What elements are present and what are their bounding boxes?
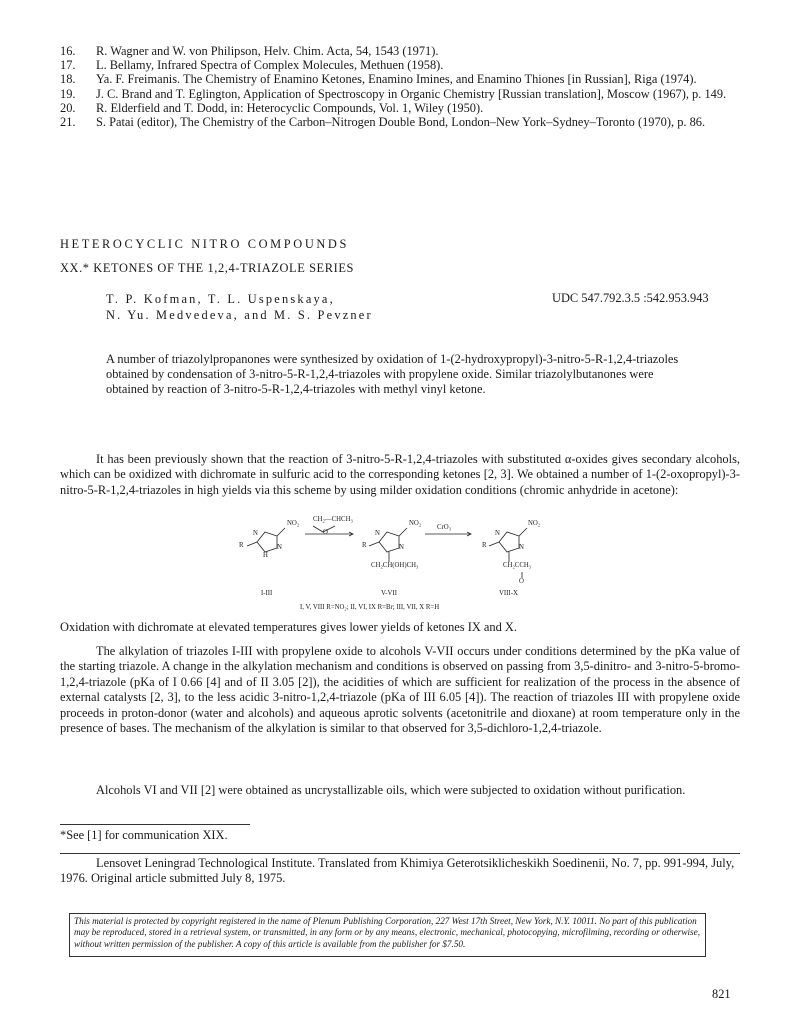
n-label: N [495, 530, 500, 537]
n-label: N [253, 530, 258, 537]
compound-label: VIII-X [499, 590, 518, 597]
r-label: R [239, 542, 244, 549]
body-paragraph: Oxidation with dichromate at elevated temperatures gives lower yields of ketones IX and X. [60, 620, 517, 634]
epoxide-o-label: O [323, 529, 328, 536]
authors-line: T. P. Kofman, T. L. Uspenskaya, [106, 292, 335, 306]
r-label: R [362, 542, 367, 549]
footnote-divider [60, 824, 250, 825]
article-title: XX.* KETONES OF THE 1,2,4-TRIAZOLE SERIES [60, 261, 354, 275]
nitro-label: NO₂ [287, 520, 300, 527]
ketone-o-label: O [519, 578, 524, 585]
footnote: *See [1] for communication XIX. [60, 828, 228, 842]
body-paragraph: Alcohols VI and VII [2] were obtained as uncrystallizable oils, which were subjected to oxidation without purification. [96, 783, 686, 797]
reaction-scheme [225, 512, 565, 612]
compound-label: V-VII [381, 590, 397, 597]
copyright-notice: This material is protected by copyright registered in the name of Plenum Publishing Corporation, 227 West 17th Street, New York, N.Y. 10011. No part of this publication may be reproduced, stored in a retrieval system, or transmitted, in any form or by any means, electronic, mechanical, photocopying, microfilming, recording or otherwise, without written permission of the publisher. A copy of this article is available from the publisher for $7.50. [69, 913, 706, 957]
abstract: A number of triazolylpropanones were synthesized by oxidation of 1-(2-hydroxypropyl)-3-nitro-5-R-1,2,4-triazoles obtained by condensation of 3-nitro-5-R-1,2,4-triazoles with propylene oxide. Similar triazolylbutanones were obtained by reaction of 3-nitro-5-R-1,2,4-triazoles with methyl vinyl ketone. [106, 352, 679, 397]
n-label: N [375, 530, 380, 537]
reference-item: 20. R. Elderfield and T. Dodd, in: Heterocyclic Compounds, Vol. 1, Wiley (1950). [60, 100, 484, 115]
udc-code: UDC 547.792.3.5 :542.953.943 [552, 291, 709, 305]
triazole-ring [379, 532, 399, 552]
ketone-side-chain: CH₂CCH₃ [503, 562, 532, 569]
nitro-label: NO₂ [409, 520, 422, 527]
authors-line: N. Yu. Medvedeva, and M. S. Pevzner [106, 308, 373, 322]
n-label: N [519, 544, 524, 551]
reference-item: 18. Ya. F. Freimanis. The Chemistry of Enamino Ketones, Enamino Imines, and Enamino Thiones [in Russian], Riga (1974). [60, 72, 697, 87]
page-number: 821 [712, 987, 731, 1001]
reference-list [60, 44, 740, 129]
author-list [106, 291, 373, 323]
h-label: H [263, 552, 268, 559]
nitro-label: NO₂ [528, 520, 541, 527]
reference-item: 21. S. Patai (editor), The Chemistry of the Carbon–Nitrogen Double Bond, London–New York–Sydney–Toronto (1970), p. 86. [60, 115, 706, 130]
compound-label: I-III [261, 590, 273, 597]
triazole-ring [257, 532, 277, 552]
n-label: N [399, 544, 404, 551]
triazole-ring [499, 532, 519, 552]
alcohol-side-chain: CH₂CH(OH)CH₃ [371, 562, 419, 569]
body-paragraph: The alkylation of triazoles I-III with propylene oxide to alcohols V-VII occurs under conditions determined by the pKa value of the starting triazole. A change in the alkylation mechanism and conditions is observed on passing from 3,5-dinitro- and 3-nitro-5-bromo-1,2,4-triazole (pKa of I 0.66 [4] and of II 3.05 [2]), the acidities of which are sufficient for realization of the process in the absence of external catalysts [2, 3], to the less acidic 3-nitro-1,2,4-triazole (pKa of III 6.05 [4]). The reaction of triazoles III with propylene oxide proceeds in proton-donor (water and alcohols) and aqueous aprotic solvents (acetonitrile and dioxane) at room temperature only in the presence of bases. The mechanism of the alkylation is similar to that observed for 3,5-dichloro-1,2,4-triazole. [60, 644, 740, 736]
r-label: R [482, 542, 487, 549]
series-title: HETEROCYCLIC NITRO COMPOUNDS [60, 237, 349, 251]
oxidant-label: CrO₃ [437, 524, 452, 531]
scheme-legend: I, V, VIII R=NO₂; II, VI, IX R=Br; III, VII, X R=H [300, 604, 440, 611]
affiliation-note: Lensovet Leningrad Technological Institute. Translated from Khimiya Geterotsiklicheskikh Soedinenii, No. 7, pp. 991-994, July, 1976. Original article submitted July 8, 1975. [60, 856, 735, 886]
n-label: N [277, 544, 282, 551]
reference-item: 16. R. Wagner and W. von Philipson, Helv. Chim. Acta, 54, 1543 (1971). [60, 44, 439, 58]
reference-item: 17. L. Bellamy, Infrared Spectra of Complex Molecules, Methuen (1958). [60, 58, 444, 73]
body-paragraph: It has been previously shown that the reaction of 3-nitro-5-R-1,2,4-triazoles with substituted α-oxides gives secondary alcohols, which can be oxidized with dichromate in sulfuric acid to the corresponding ketones [2, 3]. We obtained a number of 1-(2-oxopropyl)-3-nitro-5-R-1,2,4-triazoles in high yields via this scheme by using milder oxidation conditions (chromic anhydride in acetone): [60, 452, 740, 497]
affiliation-divider [60, 853, 740, 854]
propylene-oxide-label: CH₂—CHCH₃ [313, 516, 353, 523]
reference-item: 19. J. C. Brand and T. Eglington, Application of Spectroscopy in Organic Chemistry [Russian translation], Moscow (1967), p. 149. [60, 86, 727, 101]
